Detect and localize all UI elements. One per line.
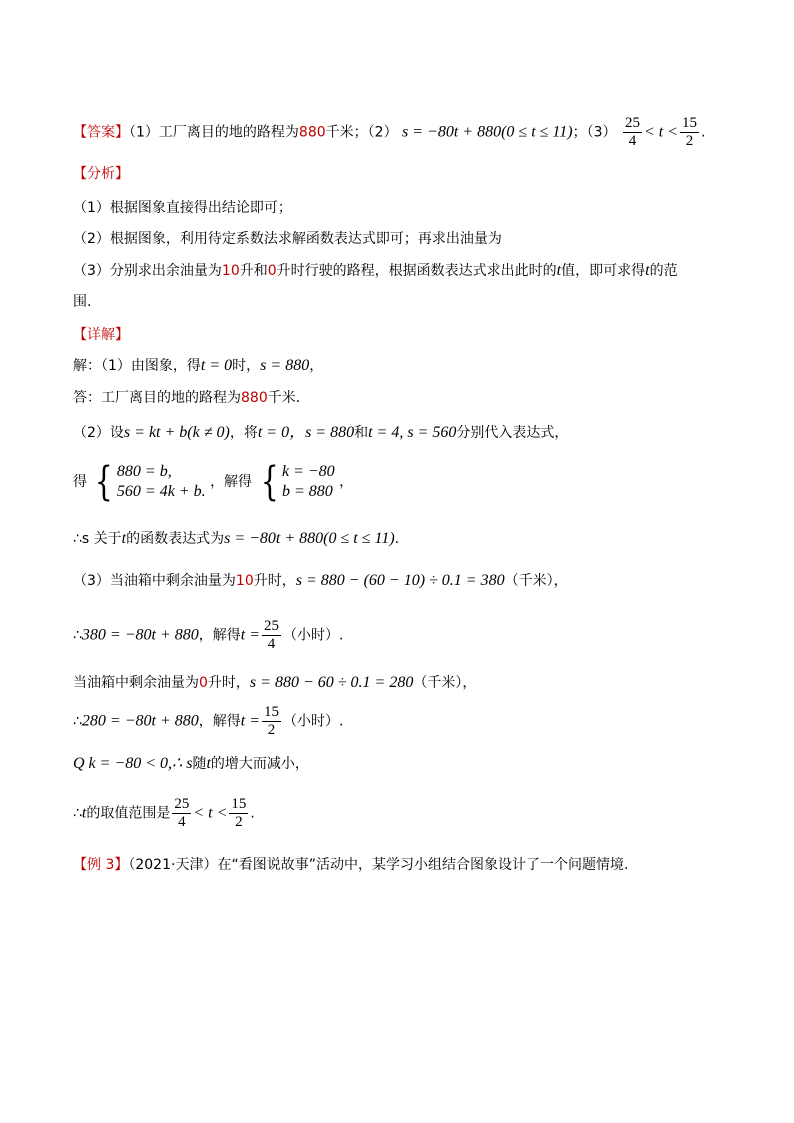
analysis-tag: 【分析】 xyxy=(73,166,129,182)
answer-end: . xyxy=(701,124,706,141)
answer-text-1: （1）工厂离目的地的路程为 xyxy=(129,124,299,141)
answer-line xyxy=(73,115,705,150)
example-3-tag: 【例 3】 xyxy=(73,857,129,873)
detail-step-2: 答：工厂离目的地的路程为880千米. xyxy=(73,390,301,406)
detail-step-8: 当油箱中剩余油量为0升时，s = 880 − 60 ÷ 0.1 = 280（千米）， xyxy=(73,674,477,691)
equation-system-1: { 880 = b, 560 = 4k + b. xyxy=(95,459,206,505)
analysis-line-1: （1）根据图象直接得出结论即可； xyxy=(73,200,292,216)
answer-formula: s = −80t + 880(0 ≤ t ≤ 11) xyxy=(402,123,573,141)
detail-step-7: ∴380 = −80t + 880，解得t = $\frac{25}{4}$ （小时）. xyxy=(73,618,344,652)
detail-step-3: （2）设s = kt + b(k ≠ 0)，将t = 0，s = 880和t = 4, s = 560分别代入表达式， xyxy=(73,424,569,441)
detail-step-10: Q k = −80 < 0,∴ s随t的增大而减小， xyxy=(73,755,309,772)
detail-step-1: 解：（1）由图象，得t = 0时，s = 880， xyxy=(73,357,324,374)
fraction-15-2: $\frac{15}{2}$ xyxy=(264,704,280,738)
answer-inequality: < t < xyxy=(643,123,678,141)
detail-step-9: ∴280 = −80t + 880，解得t = $\frac{15}{2}$ （小时）. xyxy=(73,704,344,738)
equation-system-2: { k = −80 b = 880 xyxy=(260,459,335,505)
detail-tag: 【详解】 xyxy=(73,327,129,343)
example-3-text: （2021·天津）在“看图说故事”活动中，某学习小组结合图象设计了一个问题情境. xyxy=(128,857,629,873)
detail-step-11: ∴t的取值范围是 $\frac{25}{4}$ < t < $\frac{15}{2}$ . xyxy=(73,796,255,830)
range-fraction-2: $\frac{15}{2}$ xyxy=(231,796,247,830)
answer-text-3: ；（3） xyxy=(572,124,617,141)
analysis-line-2: （2）根据图象，利用待定系数法求解函数表达式即可；再求出油量为 xyxy=(73,231,502,247)
answer-fraction-2: $\frac{15}{2}$ xyxy=(682,115,697,149)
answer-value-880: 880 xyxy=(298,124,326,141)
detail-step-5: ∴s 关于t的函数表达式为s = −80t + 880(0 ≤ t ≤ 11). xyxy=(73,530,400,547)
example-3-line xyxy=(73,855,628,875)
analysis-line-3: （3）分别求出余油量为10升和0升时行驶的路程，根据函数表达式求出此时的t值，即可求得t的范 xyxy=(73,262,678,279)
fraction-25-4: $\frac{25}{4}$ xyxy=(264,618,280,652)
analysis-line-4: 围. xyxy=(73,294,92,310)
answer-text-2: 千米；（2） xyxy=(325,124,398,141)
range-fraction-1: $\frac{25}{4}$ xyxy=(174,796,190,830)
answer-tag: 【答案】 xyxy=(73,124,129,141)
detail-step-4: 得 { 880 = b, 560 = 4k + b. ，解得 { k = −80 b = 880 ， xyxy=(73,459,354,505)
answer-fraction-1: $\frac{25}{4}$ xyxy=(624,115,640,149)
detail-step-6: （3）当油箱中剩余油量为10升时，s = 880 − (60 − 10) ÷ 0.1 = 380（千米）， xyxy=(73,572,568,589)
